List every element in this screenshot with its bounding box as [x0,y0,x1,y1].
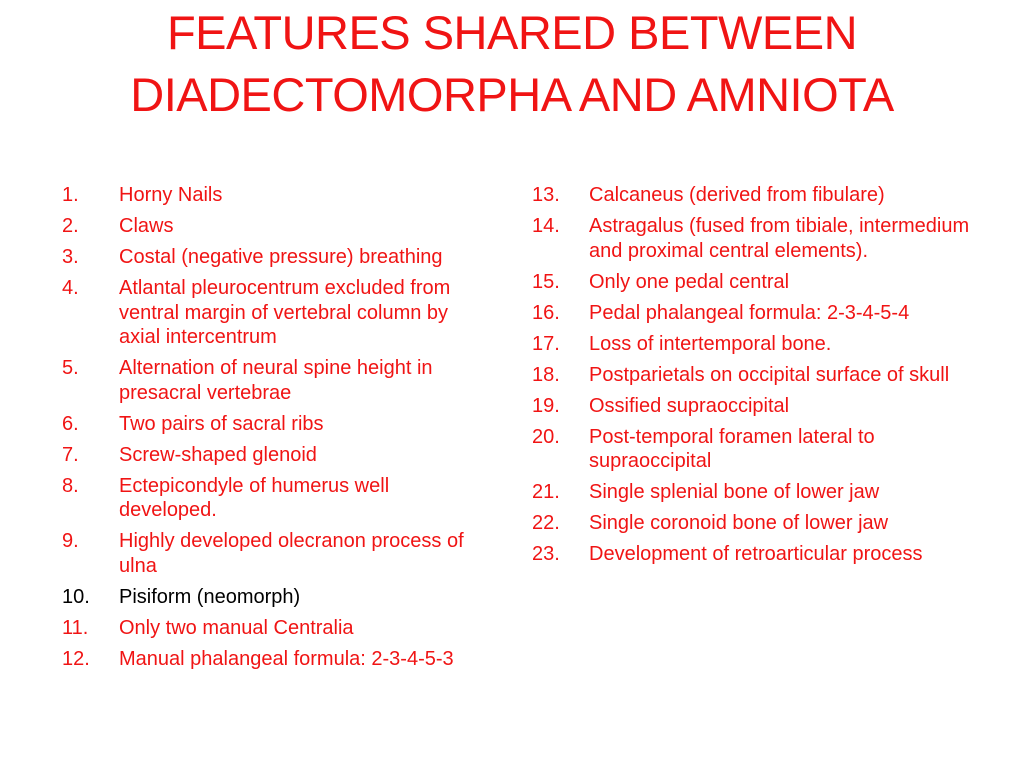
list-item [62,412,492,437]
item-number: 7. [62,443,79,466]
item-text: Claws [119,215,174,237]
item-text: Atlantal pleurocentrum excluded from ventral margin of vertebral column by axial intercentrum [119,277,451,348]
feature-list-left [62,183,492,678]
item-text: Single coronoid bone of lower jaw [589,512,889,534]
item-number: 23. [532,543,560,565]
item-text: Postparietals on occipital surface of skull [589,363,950,386]
slide-title-line-1: FEATURES SHARED BETWEEN [166,6,858,59]
list-item [532,332,972,357]
item-text: Ossified supraoccipital [589,394,790,417]
list-item [532,183,972,208]
item-number: 6. [62,412,79,435]
item-number: 21. [532,481,560,503]
item-number: 15. [532,270,560,293]
item-text: Single splenial bone of lower jaw [589,481,880,503]
item-text: Ectepicondyle of humerus well developed. [119,474,390,521]
item-text: Highly developed olecranon process of ulna [119,530,464,577]
item-number: 20. [532,425,560,448]
list-item [62,443,492,468]
item-text: Only one pedal central [589,270,790,293]
item-text: Loss of intertemporal bone. [589,332,832,355]
item-text: Screw-shaped glenoid [119,443,317,466]
item-number: 13. [532,184,560,206]
item-text: Manual phalangeal formula: 2-3-4-5-3 [119,647,454,670]
list-item [62,616,492,641]
item-text: Pisiform (neomorph) [119,585,301,608]
item-number: 17. [532,332,560,355]
list-item [532,511,972,536]
item-number: 10. [62,585,90,608]
list-item [532,394,972,419]
item-number: 9. [62,530,79,552]
list-item [62,214,492,239]
item-text: Horny Nails [119,184,223,206]
feature-list-right [532,183,972,573]
item-number: 11. [62,616,89,639]
item-text: Two pairs of sacral ribs [119,412,324,435]
list-item-highlighted [62,585,492,610]
list-item [62,474,492,523]
item-text: Development of retroarticular process [589,543,923,565]
list-item [62,183,492,208]
item-text: Post-temporal foramen lateral to supraoccipital [589,425,875,472]
item-number: 3. [62,246,79,268]
item-text: Astragalus (fused from tibiale, intermedium and proximal central elements). [589,215,970,262]
list-item [532,270,972,295]
item-number: 14. [532,215,560,237]
list-item [532,301,972,326]
item-number: 5. [62,357,79,379]
item-text: Pedal phalangeal formula: 2-3-4-5-4 [589,301,910,324]
item-number: 16. [532,301,560,324]
list-item [532,425,972,474]
item-text: Costal (negative pressure) breathing [119,246,443,268]
item-text: Calcaneus (derived from fibulare) [589,184,885,206]
item-text: Alternation of neural spine height in presacral vertebrae [119,357,433,404]
list-item [532,480,972,505]
item-number: 8. [62,474,79,497]
list-item [62,276,492,350]
slide-title-line-2: DIADECTOMORPHA AND AMNIOTA [130,68,894,121]
list-item [532,542,972,567]
list-item [62,245,492,270]
item-number: 22. [532,512,560,534]
list-item [62,356,492,405]
slide-title [60,2,964,126]
item-number: 18. [532,363,560,386]
item-number: 1. [62,184,79,206]
item-number: 19. [532,394,560,417]
list-item [532,363,972,388]
list-item [62,529,492,578]
item-number: 2. [62,215,79,237]
list-item [62,647,492,672]
item-number: 4. [62,277,79,299]
list-item [532,214,972,263]
item-text: Only two manual Centralia [119,616,354,639]
item-number: 12. [62,647,90,670]
